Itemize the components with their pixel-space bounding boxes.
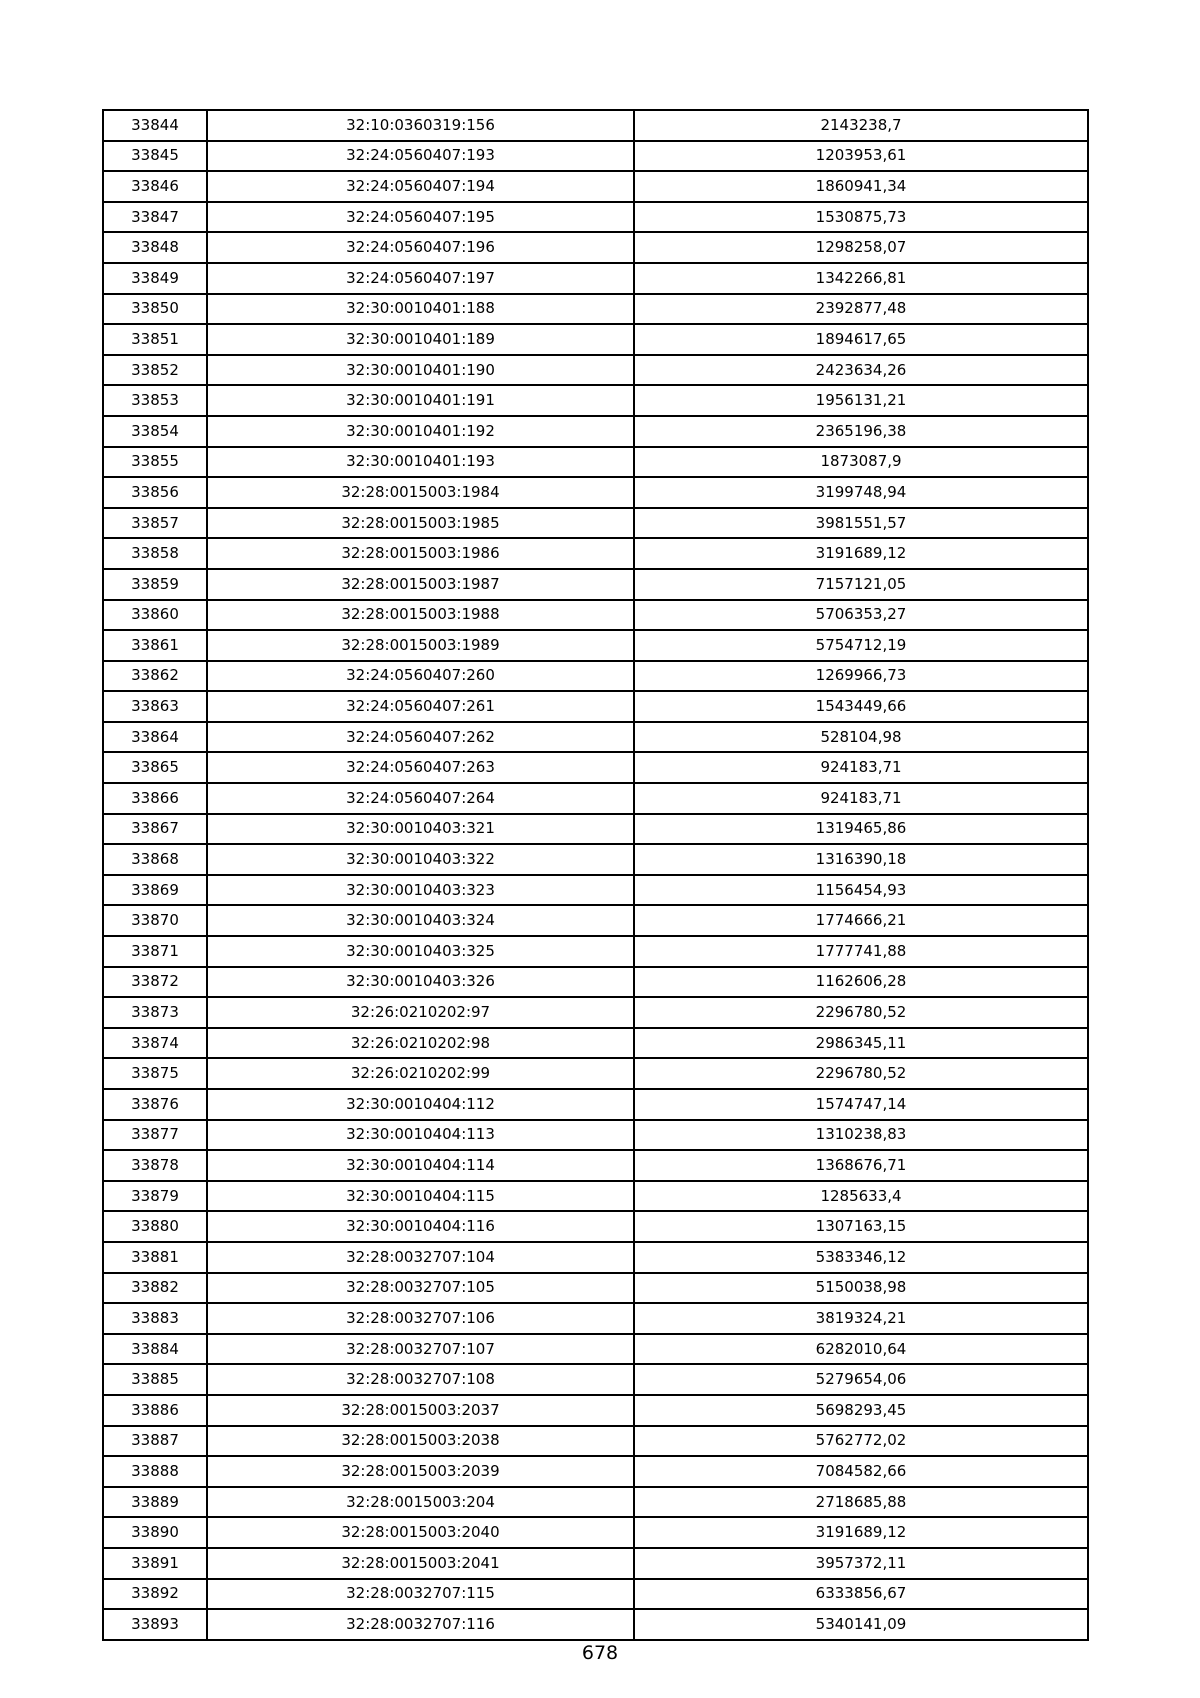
table-row	[103, 1579, 1088, 1610]
table-row	[103, 1487, 1088, 1518]
value-cell: 3957372,11	[634, 1548, 1088, 1579]
cadastral-number-cell: 32:30:0010404:114	[207, 1150, 634, 1181]
row-number-cell: 33887	[103, 1426, 207, 1457]
table-row	[103, 1242, 1088, 1273]
table-row	[103, 263, 1088, 294]
cadastral-number-cell: 32:30:0010403:322	[207, 844, 634, 875]
table-row	[103, 1211, 1088, 1242]
row-number-cell: 33849	[103, 263, 207, 294]
table-row	[103, 1395, 1088, 1426]
value-cell: 1156454,93	[634, 875, 1088, 906]
row-number-cell: 33865	[103, 752, 207, 783]
cadastral-number-cell: 32:30:0010401:190	[207, 355, 634, 386]
cadastral-number-cell: 32:24:0560407:195	[207, 202, 634, 233]
row-number-cell: 33888	[103, 1456, 207, 1487]
row-number-cell: 33852	[103, 355, 207, 386]
value-cell: 5706353,27	[634, 600, 1088, 631]
cadastral-number-cell: 32:28:0032707:107	[207, 1334, 634, 1365]
row-number-cell: 33893	[103, 1609, 207, 1640]
table-row	[103, 1058, 1088, 1089]
row-number-cell: 33846	[103, 171, 207, 202]
cadastral-number-cell: 32:24:0560407:194	[207, 171, 634, 202]
data-table	[102, 109, 1089, 1641]
value-cell: 1307163,15	[634, 1211, 1088, 1242]
table-row	[103, 416, 1088, 447]
table-row	[103, 691, 1088, 722]
cadastral-number-cell: 32:30:0010403:326	[207, 967, 634, 998]
table-row	[103, 355, 1088, 386]
cadastral-number-cell: 32:30:0010401:188	[207, 294, 634, 325]
cadastral-number-cell: 32:28:0032707:115	[207, 1579, 634, 1610]
cadastral-number-cell: 32:30:0010401:193	[207, 447, 634, 478]
value-cell: 3191689,12	[634, 1517, 1088, 1548]
row-number-cell: 33844	[103, 110, 207, 141]
value-cell: 2423634,26	[634, 355, 1088, 386]
row-number-cell: 33850	[103, 294, 207, 325]
value-cell: 2296780,52	[634, 997, 1088, 1028]
value-cell: 1368676,71	[634, 1150, 1088, 1181]
cadastral-number-cell: 32:28:0032707:116	[207, 1609, 634, 1640]
cadastral-number-cell: 32:24:0560407:193	[207, 141, 634, 172]
value-cell: 5340141,09	[634, 1609, 1088, 1640]
cadastral-number-cell: 32:30:0010403:321	[207, 814, 634, 845]
row-number-cell: 33859	[103, 569, 207, 600]
cadastral-number-cell: 32:28:0015003:2037	[207, 1395, 634, 1426]
value-cell: 1316390,18	[634, 844, 1088, 875]
value-cell: 2392877,48	[634, 294, 1088, 325]
cadastral-number-cell: 32:26:0210202:97	[207, 997, 634, 1028]
value-cell: 7084582,66	[634, 1456, 1088, 1487]
cadastral-number-cell: 32:28:0015003:2040	[207, 1517, 634, 1548]
table-row	[103, 1517, 1088, 1548]
value-cell: 7157121,05	[634, 569, 1088, 600]
cadastral-number-cell: 32:28:0032707:108	[207, 1364, 634, 1395]
table-row	[103, 967, 1088, 998]
page-number: 678	[581, 1642, 619, 1664]
value-cell: 528104,98	[634, 722, 1088, 753]
table-row	[103, 171, 1088, 202]
row-number-cell: 33854	[103, 416, 207, 447]
table-row	[103, 997, 1088, 1028]
table-row	[103, 1028, 1088, 1059]
value-cell: 1269966,73	[634, 661, 1088, 692]
value-cell: 1310238,83	[634, 1120, 1088, 1151]
value-cell: 924183,71	[634, 783, 1088, 814]
table-row	[103, 875, 1088, 906]
cadastral-number-cell: 32:30:0010404:112	[207, 1089, 634, 1120]
row-number-cell: 33869	[103, 875, 207, 906]
row-number-cell: 33890	[103, 1517, 207, 1548]
value-cell: 6282010,64	[634, 1334, 1088, 1365]
table-row	[103, 1456, 1088, 1487]
table-row	[103, 600, 1088, 631]
value-cell: 1894617,65	[634, 324, 1088, 355]
value-cell: 5698293,45	[634, 1395, 1088, 1426]
value-cell: 3191689,12	[634, 538, 1088, 569]
table-row	[103, 385, 1088, 416]
row-number-cell: 33845	[103, 141, 207, 172]
cadastral-number-cell: 32:28:0015003:204	[207, 1487, 634, 1518]
cadastral-number-cell: 32:24:0560407:262	[207, 722, 634, 753]
cadastral-number-cell: 32:24:0560407:197	[207, 263, 634, 294]
cadastral-number-cell: 32:28:0015003:1987	[207, 569, 634, 600]
cadastral-number-cell: 32:24:0560407:263	[207, 752, 634, 783]
value-cell: 924183,71	[634, 752, 1088, 783]
table-row	[103, 110, 1088, 141]
value-cell: 1530875,73	[634, 202, 1088, 233]
table-row	[103, 477, 1088, 508]
table-row	[103, 1609, 1088, 1640]
value-cell: 1162606,28	[634, 967, 1088, 998]
cadastral-number-cell: 32:30:0010401:189	[207, 324, 634, 355]
table-row	[103, 508, 1088, 539]
table-row	[103, 814, 1088, 845]
value-cell: 2365196,38	[634, 416, 1088, 447]
row-number-cell: 33881	[103, 1242, 207, 1273]
table-row	[103, 752, 1088, 783]
cadastral-number-cell: 32:28:0032707:106	[207, 1303, 634, 1334]
row-number-cell: 33892	[103, 1579, 207, 1610]
value-cell: 6333856,67	[634, 1579, 1088, 1610]
row-number-cell: 33860	[103, 600, 207, 631]
row-number-cell: 33880	[103, 1211, 207, 1242]
value-cell: 1777741,88	[634, 936, 1088, 967]
cadastral-number-cell: 32:24:0560407:260	[207, 661, 634, 692]
table-row	[103, 1303, 1088, 1334]
cadastral-number-cell: 32:28:0015003:1985	[207, 508, 634, 539]
row-number-cell: 33858	[103, 538, 207, 569]
value-cell: 1543449,66	[634, 691, 1088, 722]
value-cell: 1319465,86	[634, 814, 1088, 845]
cadastral-number-cell: 32:30:0010404:116	[207, 1211, 634, 1242]
row-number-cell: 33882	[103, 1273, 207, 1304]
cadastral-number-cell: 32:28:0032707:104	[207, 1242, 634, 1273]
table-row	[103, 630, 1088, 661]
row-number-cell: 33889	[103, 1487, 207, 1518]
row-number-cell: 33863	[103, 691, 207, 722]
row-number-cell: 33855	[103, 447, 207, 478]
row-number-cell: 33871	[103, 936, 207, 967]
row-number-cell: 33847	[103, 202, 207, 233]
row-number-cell: 33883	[103, 1303, 207, 1334]
table-row	[103, 569, 1088, 600]
cadastral-number-cell: 32:30:0010403:323	[207, 875, 634, 906]
table-row	[103, 232, 1088, 263]
row-number-cell: 33867	[103, 814, 207, 845]
row-number-cell: 33876	[103, 1089, 207, 1120]
row-number-cell: 33874	[103, 1028, 207, 1059]
row-number-cell: 33868	[103, 844, 207, 875]
table-row	[103, 141, 1088, 172]
row-number-cell: 33861	[103, 630, 207, 661]
table-row	[103, 538, 1088, 569]
row-number-cell: 33884	[103, 1334, 207, 1365]
value-cell: 1574747,14	[634, 1089, 1088, 1120]
value-cell: 1285633,4	[634, 1181, 1088, 1212]
value-cell: 1774666,21	[634, 905, 1088, 936]
value-cell: 1860941,34	[634, 171, 1088, 202]
value-cell: 3199748,94	[634, 477, 1088, 508]
value-cell: 3819324,21	[634, 1303, 1088, 1334]
table-row	[103, 1089, 1088, 1120]
cadastral-number-cell: 32:28:0015003:1988	[207, 600, 634, 631]
value-cell: 3981551,57	[634, 508, 1088, 539]
table-row	[103, 1334, 1088, 1365]
value-cell: 1956131,21	[634, 385, 1088, 416]
table-body	[103, 110, 1088, 1640]
table-row	[103, 1120, 1088, 1151]
cadastral-number-cell: 32:30:0010401:191	[207, 385, 634, 416]
table-row	[103, 1181, 1088, 1212]
value-cell: 1203953,61	[634, 141, 1088, 172]
cadastral-number-cell: 32:24:0560407:261	[207, 691, 634, 722]
cadastral-number-cell: 32:26:0210202:99	[207, 1058, 634, 1089]
table-row	[103, 1364, 1088, 1395]
value-cell: 1873087,9	[634, 447, 1088, 478]
cadastral-number-cell: 32:28:0015003:2041	[207, 1548, 634, 1579]
value-cell: 2986345,11	[634, 1028, 1088, 1059]
table-row	[103, 324, 1088, 355]
value-cell: 2718685,88	[634, 1487, 1088, 1518]
cadastral-number-cell: 32:28:0032707:105	[207, 1273, 634, 1304]
cadastral-number-cell: 32:28:0015003:1989	[207, 630, 634, 661]
row-number-cell: 33853	[103, 385, 207, 416]
row-number-cell: 33885	[103, 1364, 207, 1395]
row-number-cell: 33879	[103, 1181, 207, 1212]
row-number-cell: 33848	[103, 232, 207, 263]
table-row	[103, 202, 1088, 233]
value-cell: 2143238,7	[634, 110, 1088, 141]
value-cell: 5762772,02	[634, 1426, 1088, 1457]
row-number-cell: 33856	[103, 477, 207, 508]
value-cell: 1342266,81	[634, 263, 1088, 294]
value-cell: 5754712,19	[634, 630, 1088, 661]
cadastral-number-cell: 32:24:0560407:196	[207, 232, 634, 263]
row-number-cell: 33870	[103, 905, 207, 936]
cadastral-number-cell: 32:26:0210202:98	[207, 1028, 634, 1059]
table-row	[103, 1273, 1088, 1304]
table-row	[103, 722, 1088, 753]
table-row	[103, 783, 1088, 814]
cadastral-number-cell: 32:30:0010404:113	[207, 1120, 634, 1151]
row-number-cell: 33862	[103, 661, 207, 692]
value-cell: 5150038,98	[634, 1273, 1088, 1304]
table-row	[103, 661, 1088, 692]
cadastral-number-cell: 32:30:0010403:325	[207, 936, 634, 967]
value-cell: 2296780,52	[634, 1058, 1088, 1089]
cadastral-number-cell: 32:28:0015003:1984	[207, 477, 634, 508]
cadastral-number-cell: 32:30:0010404:115	[207, 1181, 634, 1212]
table-row	[103, 844, 1088, 875]
table-row	[103, 447, 1088, 478]
cadastral-number-cell: 32:28:0015003:2038	[207, 1426, 634, 1457]
cadastral-number-cell: 32:30:0010401:192	[207, 416, 634, 447]
cadastral-number-cell: 32:24:0560407:264	[207, 783, 634, 814]
value-cell: 5279654,06	[634, 1364, 1088, 1395]
row-number-cell: 33864	[103, 722, 207, 753]
row-number-cell: 33886	[103, 1395, 207, 1426]
cadastral-number-cell: 32:10:0360319:156	[207, 110, 634, 141]
value-cell: 5383346,12	[634, 1242, 1088, 1273]
value-cell: 1298258,07	[634, 232, 1088, 263]
table-row	[103, 1150, 1088, 1181]
cadastral-number-cell: 32:30:0010403:324	[207, 905, 634, 936]
table-row	[103, 1426, 1088, 1457]
row-number-cell: 33873	[103, 997, 207, 1028]
row-number-cell: 33851	[103, 324, 207, 355]
row-number-cell: 33872	[103, 967, 207, 998]
cadastral-number-cell: 32:28:0015003:2039	[207, 1456, 634, 1487]
row-number-cell: 33877	[103, 1120, 207, 1151]
cadastral-number-cell: 32:28:0015003:1986	[207, 538, 634, 569]
row-number-cell: 33866	[103, 783, 207, 814]
table-row	[103, 905, 1088, 936]
row-number-cell: 33891	[103, 1548, 207, 1579]
table-row	[103, 936, 1088, 967]
row-number-cell: 33878	[103, 1150, 207, 1181]
table-row	[103, 1548, 1088, 1579]
row-number-cell: 33857	[103, 508, 207, 539]
table-row	[103, 294, 1088, 325]
row-number-cell: 33875	[103, 1058, 207, 1089]
